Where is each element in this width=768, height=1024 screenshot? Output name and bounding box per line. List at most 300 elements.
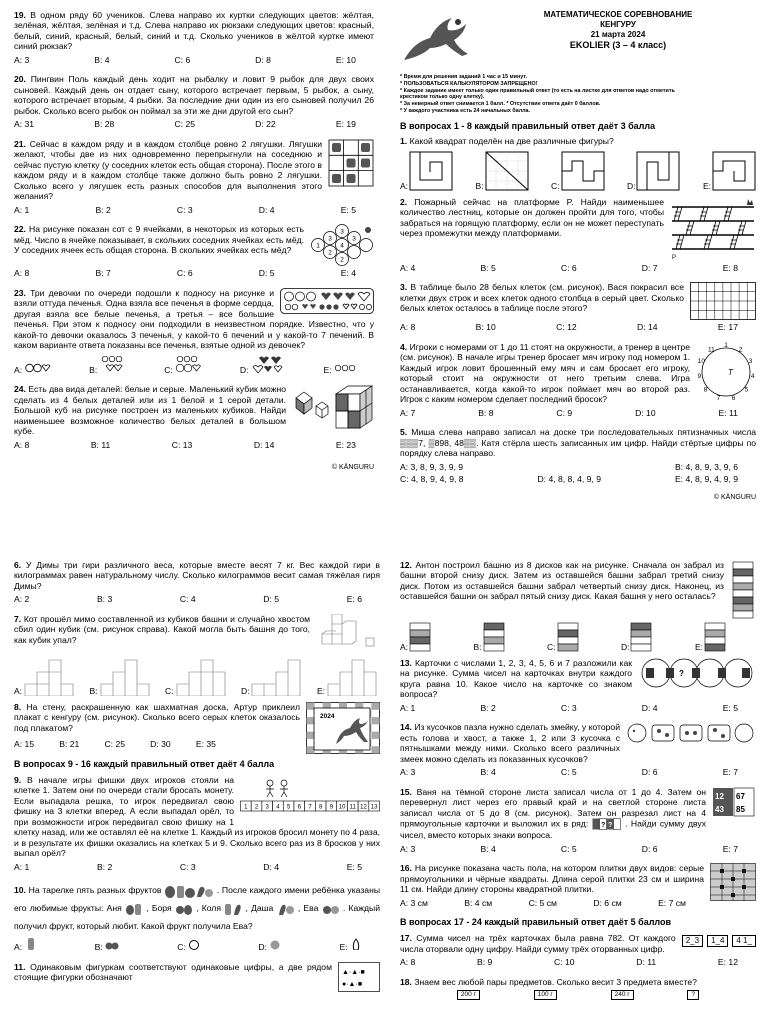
player-number: 8	[703, 386, 708, 394]
answer-b: B: 7	[95, 268, 111, 279]
question-8	[14, 702, 380, 733]
question-number: 14.	[400, 722, 412, 733]
disc-tower-figure	[730, 560, 756, 620]
answer-a: A: 3, 8, 9, 3, 9, 9	[400, 461, 464, 472]
answer-d	[258, 938, 281, 952]
cell-number: 9	[329, 804, 334, 811]
question-text: Знаем вес любой пары предметов. Сколько весит 3 предмета вместе?	[414, 976, 697, 987]
table-grid-figure	[690, 282, 756, 320]
answer-e: E: 17	[717, 322, 738, 333]
answer-c	[551, 151, 605, 191]
answer-label: B:	[475, 180, 484, 191]
number-sheet-figure	[712, 787, 756, 817]
tower-option-a	[409, 622, 431, 652]
section-heading-4-points: В вопросах 9 - 16 каждый правильный ответ даёт 4 балла	[14, 758, 275, 769]
question-13	[400, 658, 756, 700]
answer-label: D:	[258, 942, 267, 953]
question-number: 6.	[14, 560, 22, 570]
player-number: 3	[748, 357, 753, 365]
question-number: 16.	[400, 863, 412, 874]
answer-b	[474, 622, 505, 652]
board-cell	[307, 702, 315, 709]
answer-b: B: 4, 8, 9, 3, 9, 6	[674, 461, 738, 472]
answer-e: E: 7 см	[658, 897, 686, 908]
shapes-equation-figure	[338, 962, 380, 992]
answers-16	[400, 898, 704, 908]
cell-label: 3	[328, 235, 332, 243]
page-bottom-right	[400, 560, 756, 1024]
question-number: 1.	[400, 136, 408, 147]
question-number: 11.	[14, 961, 26, 972]
player-number: 5	[744, 386, 749, 394]
answer-a: A: 8	[14, 439, 30, 450]
tower-option-a	[23, 656, 77, 696]
answers-14	[400, 767, 756, 777]
answer-label: D:	[239, 364, 249, 375]
fruit-pair-icon	[277, 902, 295, 916]
sheet-number: 67	[736, 791, 745, 801]
cell-number: 6	[297, 804, 301, 811]
apple-icon	[188, 938, 200, 950]
question-text: Одинаковым фигуркам соответствуют одинаковые цифры, а две рядом стоящие фигурки обозначают	[14, 961, 332, 983]
question-text: В начале игры фишки двух игроков стояли на клетке 1. Затем они по очереди стали бросать монету. Если выпадала решка, то игрок передвигал свою фишку на 3 клетки вперед. А если выпадал орёл, то при возможности игрок передвигал свою фишку на 1 клетку назад, или же оставлял её на клетке 1. Каждый из игроков бросил монету по 4 раза, и в результате их фишки оказались на клетках 5 и 9. Сколько всего раз из 8 бросков у них выпал орёл?	[14, 774, 380, 859]
question-14	[400, 722, 756, 764]
answer-d: D: 6	[641, 767, 658, 778]
tower-option-c	[175, 656, 229, 696]
answer-d: D: 22	[255, 119, 276, 130]
question-text: Карточки с числами 1, 2, 3, 4, 5, 6 и 7 разложили как на рисунке. Сумма чисел на карточках внутри каждого круга равна 10. Какое число на карточке со знаком вопроса?	[400, 658, 633, 700]
answers-10	[14, 938, 380, 952]
tower-option-d	[630, 622, 652, 652]
question-number: 20.	[14, 74, 26, 85]
player-number: 1	[724, 341, 728, 349]
question-text: Пожарный сейчас на платформе P. Найди наименьшее количество лестниц, которые он должен пройти для того, чтобы забраться на горящую платформу, если он не может переступать через промежутки между платформами.	[400, 196, 664, 239]
question-3	[400, 282, 756, 313]
question-text: Сумма чисел на трёх карточках была равна 782. От каждого числа оторвали одну цифру. Найди сумму трёх оторванных цифр.	[400, 933, 676, 954]
unknown-mark: ?	[600, 822, 605, 830]
answer-b: B: 4	[480, 843, 496, 854]
answer-e: E: 11	[718, 407, 738, 418]
contest-title: МАТЕМАТИЧЕСКОЕ СОРЕВНОВАНИЕ	[543, 10, 693, 19]
answer-b: B: 4 см	[464, 897, 493, 908]
scales-figure	[400, 990, 756, 1000]
board-cell	[371, 702, 379, 709]
player-number: 7	[716, 394, 721, 402]
torn-cards-figure	[682, 935, 756, 947]
answer-c: C: 6	[176, 268, 193, 279]
answer-label: E:	[316, 685, 325, 696]
answer-label: E:	[694, 641, 703, 652]
player-icon	[281, 780, 287, 786]
answer-b: B: 10	[475, 322, 496, 333]
answer-b: B: 4	[480, 767, 496, 778]
page-top-left	[14, 10, 374, 530]
question-12	[400, 560, 756, 602]
question-number: 23.	[14, 287, 26, 298]
unknown-mark: ?	[607, 822, 612, 830]
cookies-option-b	[100, 355, 126, 373]
question-24	[14, 384, 374, 436]
answer-a: A: 1	[400, 702, 416, 713]
question-number: 7.	[14, 613, 22, 624]
question-number: 10.	[14, 885, 26, 896]
answers-5-row2	[400, 474, 756, 484]
fire-icon	[747, 199, 753, 205]
question-2	[400, 196, 756, 261]
question-7	[14, 614, 380, 645]
answer-a	[14, 656, 77, 696]
chessboard-poster-figure	[306, 702, 380, 754]
rule-item: * У каждого участника есть 24 начальных балла.	[400, 107, 531, 114]
board-cell	[307, 732, 315, 739]
answer-a: A: 4	[400, 262, 416, 273]
pear-icon	[350, 938, 362, 950]
game-board-svg	[240, 777, 380, 813]
answer-label: E:	[702, 180, 711, 191]
card-row-icon	[592, 818, 622, 830]
cherries-icon	[105, 938, 119, 950]
answer-a: A: 3 см	[400, 897, 428, 908]
answer-e: E: 12	[717, 957, 738, 968]
board-cell	[371, 717, 379, 724]
answers-15	[400, 844, 756, 854]
answer-c: C: 6	[560, 262, 577, 273]
weight-label: 200 г	[457, 990, 480, 1000]
cell-number: 12	[360, 804, 367, 811]
answer-d: D: 7	[641, 262, 658, 273]
answer-b: B: 5	[480, 262, 496, 273]
answer-e: E: 23	[335, 439, 356, 450]
question-number: 5.	[400, 427, 408, 438]
question-text: , Даша	[245, 903, 274, 914]
question-20	[14, 74, 374, 116]
answer-a: A: 8	[14, 268, 30, 279]
answer-c: C: 6	[174, 54, 191, 65]
question-text: , Коля	[196, 903, 221, 914]
fruits-icon	[164, 883, 214, 899]
cell-number: 1	[244, 804, 248, 811]
copyright: © KÄNGURU	[331, 464, 374, 472]
tower-option-b	[483, 622, 505, 652]
answer-a: A: 15	[14, 739, 35, 750]
answer-label: C:	[177, 942, 186, 953]
firefighter-ladders-figure	[670, 197, 756, 261]
answer-c: C: 25	[104, 739, 126, 750]
answer-b	[89, 355, 126, 375]
cell-label: 2	[328, 249, 332, 257]
question-text: . Найди сумму двух чисел, вместо которых знаки вопроса.	[400, 818, 706, 841]
answer-a	[400, 622, 431, 652]
cell-label: 3	[340, 228, 344, 236]
answers-2	[400, 263, 756, 273]
answer-b: B: 8	[478, 407, 494, 418]
answer-c: C: 3	[179, 861, 196, 872]
question-21	[14, 139, 374, 202]
answers-21	[14, 205, 374, 215]
question-text: На стену, раскрашенную как шахматная доска, Артур приклеил плакат с кенгуру (см. рисунок). Сколько всего серых клеток оказалось под плакатом?	[14, 701, 301, 733]
answer-c: C: 25	[174, 119, 196, 130]
question-number: 9.	[14, 774, 22, 785]
answers-3	[400, 322, 756, 332]
contest-level: EKOLIER (3 – 4 класс)	[569, 40, 667, 50]
answer-e: E: 4, 8, 9, 4, 9, 9	[674, 474, 738, 485]
player-number: 9	[697, 372, 702, 380]
question-text: Пингвин Поль каждый день ходит на рыбалку и ловит 9 рыбок для двух своих сыновей. Каждый день он отдает сыну, которого встречает первым, 5 рыбок, а сыну, которого встречает вторым, 4 рыбки. За последние дни один из его сыновей получил 26 рыбок. Сколько всего рыбок он поймал за эти же дни другой его сын?	[14, 74, 374, 116]
rule-item: * ПОЛЬЗОВАТЬСЯ КАЛЬКУЛЯТОРОМ ЗАПРЕЩЕНО!	[400, 80, 538, 87]
answer-e: E: 5	[340, 204, 356, 215]
answer-c: C: 12	[556, 322, 577, 333]
answer-b: B: 11	[90, 439, 111, 450]
weight-label: ?	[687, 990, 699, 1000]
question-16	[400, 863, 756, 894]
answer-d: D: 30	[150, 739, 171, 750]
rule-item: * За неверный ответ снимается 1 балл. * Отсутствие ответа даёт 0 баллов.	[400, 101, 601, 107]
player-number: 10	[697, 357, 706, 365]
answer-c: C: 4, 8, 9, 4, 9, 8	[400, 474, 464, 485]
answer-d: D: 4, 8, 8, 4, 9, 9	[537, 474, 602, 485]
tower-option-d	[250, 656, 304, 696]
question-number: 18.	[400, 976, 412, 987]
answer-d: D: 14	[637, 322, 658, 333]
answers-5-row1	[400, 462, 756, 472]
answer-label: D:	[240, 685, 250, 696]
answer-label: E:	[339, 942, 348, 953]
question-number: 13.	[400, 658, 412, 668]
answer-label: A:	[14, 942, 23, 953]
orange-icon	[269, 938, 281, 950]
answer-e: E: 10	[335, 54, 356, 65]
answer-b	[476, 151, 529, 191]
answer-d: D: 10	[635, 407, 656, 418]
cell-number: 10	[338, 804, 346, 811]
answer-a	[14, 363, 51, 375]
cubes-figure	[292, 384, 374, 430]
players-circle-figure	[696, 342, 756, 402]
answer-c	[547, 622, 579, 652]
answer-label: A:	[400, 641, 409, 652]
player-number: 11	[708, 346, 715, 354]
kangaroo-logo-icon	[400, 10, 480, 68]
answer-b: B: 2	[96, 861, 113, 872]
question-22	[14, 224, 374, 264]
answer-e	[703, 151, 756, 191]
answers-8	[14, 739, 300, 749]
question-19	[14, 10, 374, 52]
board-cell	[307, 717, 315, 724]
square-option-b	[485, 151, 529, 191]
answer-e: E: 7	[722, 767, 738, 778]
answer-e: E: 5	[722, 702, 738, 713]
cell-number: 2	[254, 804, 259, 811]
answer-b	[90, 656, 153, 696]
fruit-pair-icon	[125, 902, 143, 916]
answer-c: C: 5	[560, 767, 577, 778]
question-text: Кот прошёл мимо составленной из кубиков башни и случайно хвостом сбил один кубик (см. рисунок справа). Какой могла быть башня до того, как кубик упал?	[14, 613, 311, 645]
question-18	[400, 977, 756, 987]
answer-d: D: 4	[641, 702, 658, 713]
circles-cards-figure	[638, 658, 756, 688]
answers-7	[14, 656, 380, 696]
question-text: В таблице было 28 белых клеток (см. рисунок). Вася покрасил все клетки двух строк и всех клеток одного столбца в серый цвет. Сколько белых клеток осталось в таблице после этого?	[400, 282, 684, 314]
question-9	[14, 775, 380, 859]
svg-text:T: T	[728, 367, 733, 377]
copyright: © KÄNGURU	[713, 493, 756, 501]
answer-b: B: 9	[477, 957, 493, 968]
tower-option-c	[557, 622, 579, 652]
fruit-pair-icon	[322, 902, 340, 916]
weight-label: 240 г	[611, 990, 634, 1000]
cell-number: 13	[370, 804, 378, 811]
answer-d: D: 11	[636, 957, 657, 968]
weight-label: 100 г	[534, 990, 557, 1000]
question-5	[400, 427, 756, 458]
question-text: . После каждого имени ребёнка указаны его любимые фрукты: Аня	[14, 885, 380, 914]
puzzle-pieces-figure	[626, 722, 756, 744]
answer-a: A: 3	[14, 54, 30, 65]
cookies-option-c	[175, 355, 201, 373]
answer-a: A: 2	[14, 594, 30, 605]
answer-label: B:	[473, 641, 482, 652]
answers-13	[400, 703, 756, 713]
answer-e	[339, 938, 362, 952]
answer-e: E: 4	[340, 268, 356, 279]
cookies-option-e	[334, 363, 356, 373]
answer-d: D: 4	[263, 861, 280, 872]
answer-a	[400, 151, 453, 191]
answer-label: D:	[626, 180, 636, 191]
answer-label: C:	[164, 364, 173, 375]
honeycomb-figure	[310, 224, 374, 266]
answer-a	[14, 938, 37, 952]
answer-d	[627, 151, 681, 191]
section-heading-5-points: В вопросах 17 - 24 каждый правильный ответ даёт 5 баллов	[400, 917, 672, 928]
answers-9	[14, 862, 380, 872]
contest-subtitle: КЕНГУРУ	[600, 20, 636, 29]
cookie-tray-figure	[280, 288, 374, 314]
answer-d	[241, 656, 305, 696]
answer-d: D: 6 см	[593, 897, 622, 908]
answer-label: C:	[547, 641, 556, 652]
answer-d: D: 6	[641, 843, 658, 854]
answer-e: E: 7	[722, 843, 738, 854]
sheet-number: 85	[736, 804, 745, 814]
answer-d: D: 5	[258, 268, 275, 279]
answer-label: C:	[551, 180, 560, 191]
question-number: 8.	[14, 701, 22, 712]
tower-option-b	[99, 656, 153, 696]
answer-c: C: 9	[556, 407, 573, 418]
answers-12	[400, 622, 756, 652]
answer-a: A: 31	[14, 119, 35, 130]
square-option-c	[561, 151, 605, 191]
answer-label: A:	[400, 180, 409, 191]
answer-label: B:	[89, 685, 98, 696]
answer-label: A:	[14, 685, 23, 696]
answers-20	[14, 119, 374, 129]
question-number: 22.	[14, 224, 26, 235]
answer-d: D: 8	[255, 54, 271, 65]
cell-number: 4	[276, 804, 280, 811]
answer-b: B: 4	[94, 54, 110, 65]
question-17	[400, 933, 756, 954]
cell-label: 1	[316, 242, 320, 250]
answer-a: A: 1	[14, 861, 30, 872]
answer-d	[240, 355, 285, 375]
question-text: , Боря	[146, 903, 172, 914]
page-top-right	[400, 10, 756, 530]
fruit-pair-icon	[224, 902, 242, 916]
answer-e	[695, 622, 726, 652]
torn-card: 4 1_	[732, 935, 756, 947]
question-text: Есть два вида деталей: белые и серые. Маленький кубик можно сделать из 4 белых деталей или из 1 белой и 1 серой детали. Большой куб на рисунке построен из маленьких кубиков. Найди наименьшее возможное количество белых деталей в большом кубе.	[14, 384, 287, 437]
answer-label: D:	[620, 641, 630, 652]
answer-c	[165, 656, 229, 696]
question-text: Три девочки по очереди подошли к подносу на рисунке и взяли оттуда печенья. Одна взяла все печенья в форме сердца, другая взяла все белые печенья, а третья – все большие печенья. При этом к подносу они подходили в неизвестном порядке. Известно, что у какой-то девочки оказалось 3 печенья, у какой-то 6 печений и у какой-то 7 печений. В каком варианте ответа показаны все печенья, взятые одной из девочек?	[14, 287, 374, 351]
question-number: 17.	[400, 933, 412, 944]
question-text: Из кусочков пазла нужно сделать змейку, у которой есть голова и хвост, а также 1, 2 или 3 кусочка с пятнышками между ними. Сколько всего различных змеек можно сделать из показанных кусочков?	[400, 722, 621, 764]
answer-c	[177, 938, 200, 952]
answer-c: C: 10	[554, 957, 575, 968]
game-board-figure	[240, 777, 380, 815]
question-number: 2.	[400, 196, 408, 207]
question-text: Какой квадрат поделён на две различные фигуры?	[409, 136, 614, 147]
tiled-floor-figure	[710, 863, 756, 901]
rules-list	[400, 74, 756, 115]
square-option-e	[712, 151, 756, 191]
contest-header	[400, 10, 756, 68]
answers-6	[14, 594, 380, 604]
answer-e: E: 5	[346, 861, 362, 872]
answers-1	[400, 151, 756, 191]
player-number: 2	[738, 346, 743, 354]
rule-item: * Каждое задание имеет только один правильный ответ (то есть на листке для ответов надо отметить	[400, 87, 675, 94]
question-number: 21.	[14, 138, 26, 149]
question-number: 3.	[400, 282, 408, 293]
answer-label: B:	[94, 942, 103, 953]
answers-4	[400, 408, 756, 418]
question-number: 19.	[14, 10, 26, 20]
answer-c: C: 3	[560, 702, 577, 713]
cell-number: 5	[286, 804, 291, 811]
cell-number: 8	[319, 804, 323, 811]
answer-d: D: 5	[263, 594, 280, 605]
question-text: На рисунке показана часть пола, на котором плитки двух видов: серые прямоугольники и чёрные квадраты. Длина серой плитки 23 см и ширина 11 см. Найди длину стороны квадратной плитки.	[400, 863, 704, 895]
svg-text:●·▲·■: ●·▲·■	[342, 980, 363, 988]
cookies-option-d	[251, 355, 285, 373]
question-number: 4.	[400, 341, 408, 352]
answer-a: A: 3	[400, 767, 416, 778]
square-option-a	[409, 151, 453, 191]
answer-b: B: 21	[59, 739, 80, 750]
svg-text:?: ?	[679, 669, 684, 678]
question-11	[14, 961, 380, 988]
cell-label: 3	[352, 235, 356, 243]
answer-a: A: 3	[400, 843, 416, 854]
answer-e: E: 8	[722, 262, 738, 273]
answers-22	[14, 268, 374, 278]
answer-label: A:	[14, 364, 23, 375]
section-heading-3-points: В вопросах 1 - 8 каждый правильный ответ даёт 3 балла	[400, 120, 656, 131]
answer-c: C: 4	[179, 594, 196, 605]
answer-e: E: 35	[195, 739, 216, 750]
answer-b	[95, 938, 120, 952]
question-number: 24.	[14, 384, 26, 395]
question-text: На тарелке пять разных фруктов	[28, 885, 162, 896]
answer-b: B: 2	[480, 702, 496, 713]
answers-24	[14, 440, 374, 450]
rule-item: крестиком только одну клетку).	[400, 94, 485, 101]
question-15	[400, 787, 756, 841]
